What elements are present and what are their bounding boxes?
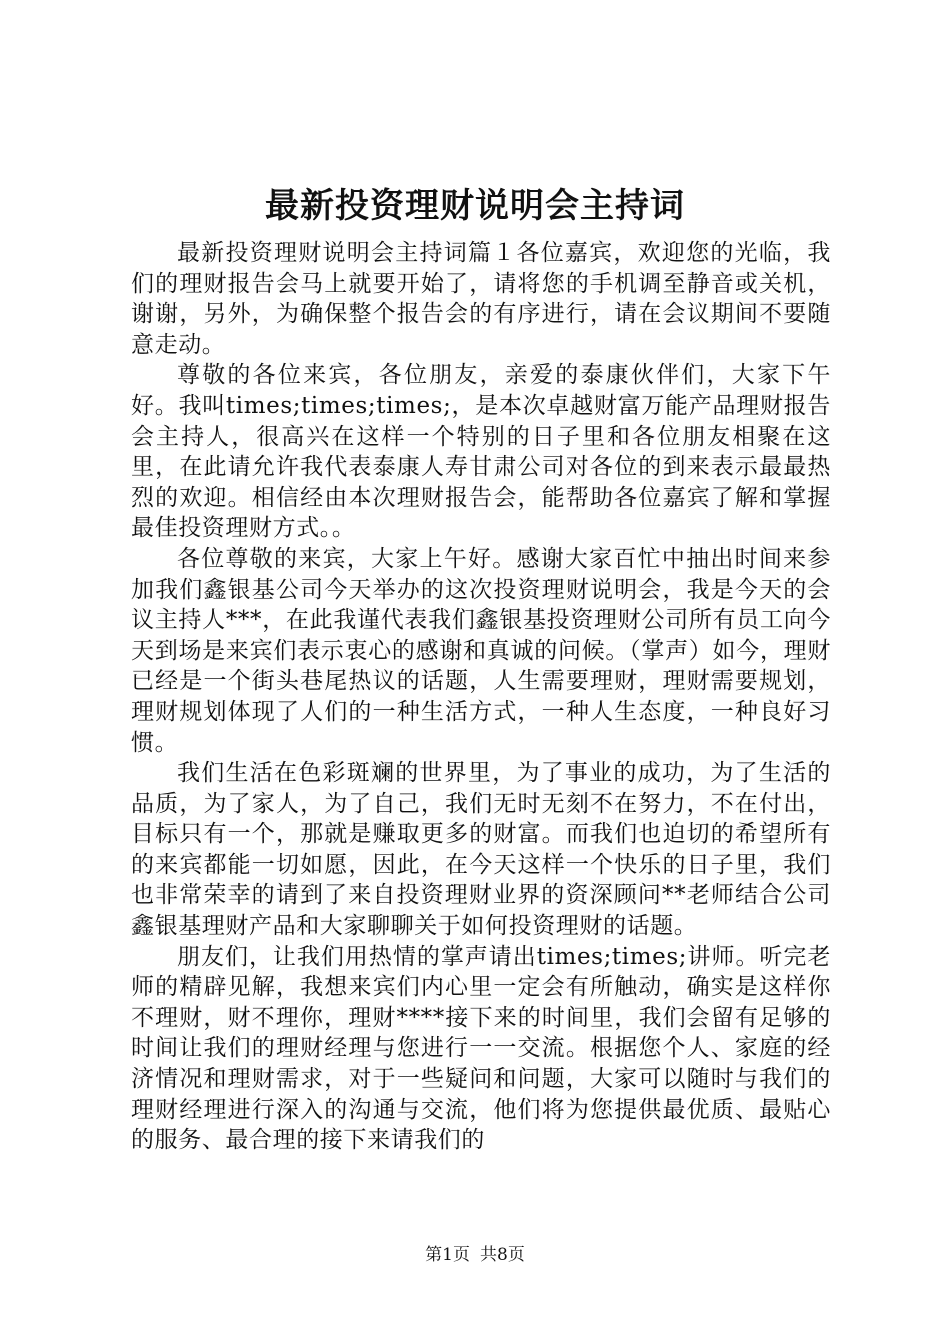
paragraph-5: 朋友们，让我们用热情的掌声请出times;times;讲师。听完老师的精辟见解，我想来宾们内心里一定会有所触动，确实是这样你不理财，财不理你，理财****接下来的时间里，我们会留有足够的时间让我们的理财经理与您进行一一交流。根据您个人、家庭的经济情况和理财需求，对于一些疑问和问题，大家可以随时与我们的理财经理进行深入的沟通与交流，他们将为您提供最优质、最贴心的服务、最合理的接下来请我们的 <box>131 943 831 1154</box>
page-footer <box>0 1244 950 1266</box>
document-title: 最新投资理财说明会主持词 <box>265 186 685 226</box>
document-body <box>131 238 831 1156</box>
paragraph-1: 最新投资理财说明会主持词篇１各位嘉宾，欢迎您的光临，我们的理财报告会马上就要开始了，请将您的手机调至静音或关机，谢谢，另外，为确保整个报告会的有序进行，请在会议期间不要随意走动。 <box>131 240 831 358</box>
paragraph-4: 我们生活在色彩斑斓的世界里，为了事业的成功，为了生活的品质，为了家人，为了自己，我们无时无刻不在努力，不在付出，目标只有一个，那就是赚取更多的财富。而我们也迫切的希望所有的来宾都能一切如愿，因此，在今天这样一个快乐的日子里，我们也非常荣幸的请到了来自投资理财业界的资深顾问**老师结合公司鑫银基理财产品和大家聊聊关于如何投资理财的话题。 <box>131 760 831 940</box>
paragraph-2: 尊敬的各位来宾，各位朋友，亲爱的泰康伙伴们，大家下午好。我叫times;times;times;，是本次卓越财富万能产品理财报告会主持人，很高兴在这样一个特别的日子里和各位朋友相聚在这里，在此请允许我代表泰康人寿甘肃公司对各位的到来表示最最热烈的欢迎。相信经由本次理财报告会，能帮助各位嘉宾了解和掌握最佳投资理财方式。。 <box>131 362 831 542</box>
page-number: 第1页 <box>425 1245 470 1265</box>
paragraph-3: 各位尊敬的来宾，大家上午好。感谢大家百忙中抽出时间来参加我们鑫银基公司今天举办的这次投资理财说明会，我是今天的会议主持人***，在此我谨代表我们鑫银基投资理财公司所有员工向今天到场是来宾们表示衷心的感谢和真诚的问候。（掌声）如今，理财已经是一个街头巷尾热议的话题，人生需要理财，理财需要规划，理财规划体现了人们的一种生活方式，一种人生态度，一种良好习惯。 <box>131 545 831 756</box>
page-total: 共8页 <box>480 1245 525 1265</box>
